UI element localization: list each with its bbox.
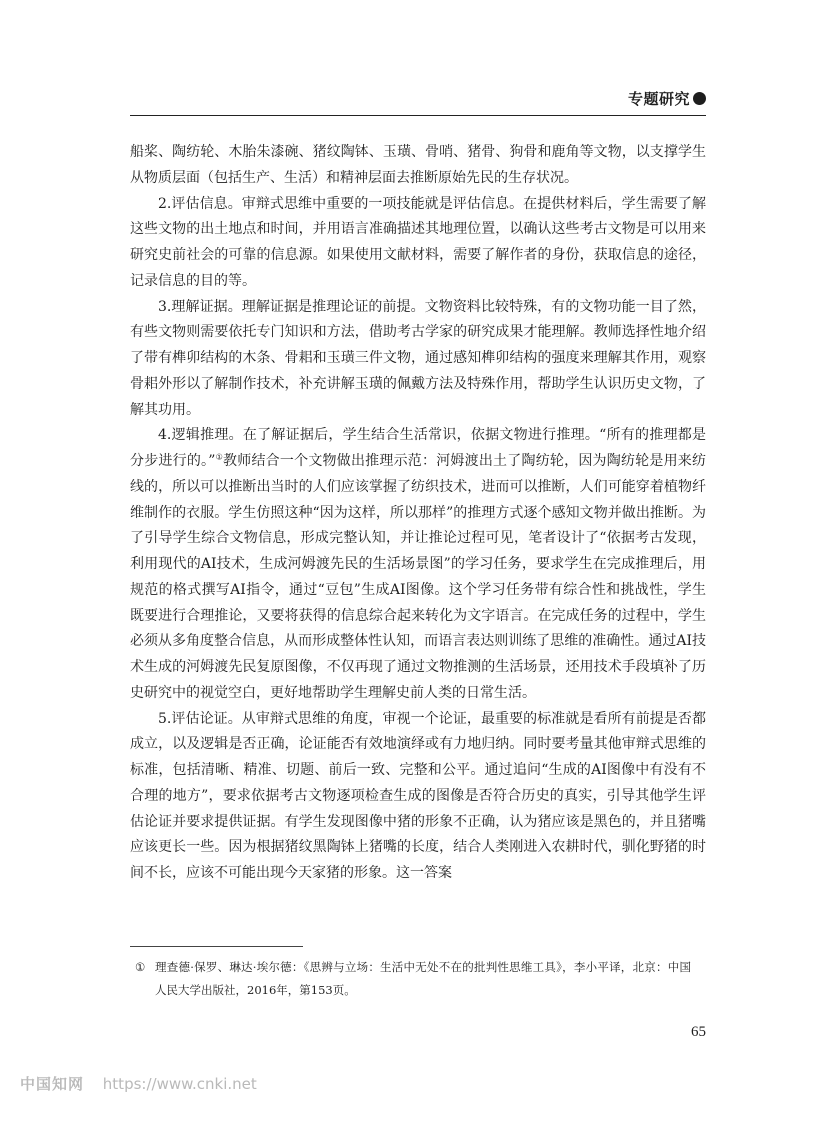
paragraph: 2.评估信息。审辩式思维中重要的一项技能就是评估信息。在提供材料后，学生需要了解这些文物的出土地点和时间，并用语言准确描述其地理位置，以确认这些考古文物是可以用来研究史前社会的可靠的信息源。如果使用文献材料，需要了解作者的身份，获取信息的途径，记录信息的目的等。: [130, 195, 706, 289]
footnote: [135, 956, 691, 1002]
paragraph: 船桨、陶纺轮、木胎朱漆碗、猪纹陶钵、玉璜、骨哨、猪骨、狗骨和鹿角等文物，以支撑学生从物质层面（包括生产、生活）和精神层面去推断原始先民的生存状况。: [130, 144, 706, 186]
page-number: 65: [691, 1024, 706, 1040]
watermark: [20, 1073, 257, 1094]
article-body: [130, 140, 706, 887]
paragraph-text: 教师结合一个文物做出推理示范：河姆渡出土了陶纺轮，因为陶纺轮是用来纺线的，所以可以推断出当时的人们应该掌握了纺织技术，进而可以推断，人们可能穿着植物纤维制作的衣服。学生仿照这种“因为这样，所以那样”的推理方式逐个感知文物并做出推断。为了引导学生综合文物信息，形成完整认知，并让推论过程可见，笔者设计了“依据考古发现，利用现代的AI技术，生成河姆渡先民的生活场景图”的学习任务，要求学生在完成推理后，用规范的格式撰写AI指令，通过“豆包”生成AI图像。这个学习任务带有综合性和挑战性，学生既要进行合理推论，又要将获得的信息综合起来转化为文字语言。在完成任务的过程中，学生必须从多角度整合信息，从而形成整体性认知，而语言表达则训练了思维的准确性。通过AI技术生成的河姆渡先民复原图像，不仅再现了通过文物推测的生活场景，还用技术手段填补了历史研究中的视觉空白，更好地帮助学生理解史前人类的日常生活。: [130, 453, 707, 701]
footnote-text: 理查德·保罗、琳达·埃尔德：《思辨与立场：生活中无处不在的批判性思维工具》，李小平译，北京：中国人民大学出版社，2016年，第153页。: [155, 960, 691, 997]
footnote-reference[interactable]: ①: [215, 452, 224, 462]
paragraph: 5.评估论证。从审辩式思维的角度，审视一个论证，最重要的标准就是看所有前提是否都成立，以及逻辑是否正确，论证能否有效地演绎或有力地归纳。同时要考量其他审辩式思维的标准，包括清晰、精准、切题、前后一致、完整和公平。通过追问“生成的AI图像中有没有不合理的地方”，要求依据考古文物逐项检查生成的图像是否符合历史的真实，引导其他学生评估论证并要求提供证据。有学生发现图像中猪的形象不正确，认为猪应该是黑色的，并且猪嘴应该更长一些。因为根据猪纹黑陶钵上猪嘴的长度，结合人类刚进入农耕时代，驯化野猪的时间不长，应该不可能出现今天家猪的形象。这一答案: [130, 710, 706, 881]
bullet-dot-icon: [693, 92, 706, 105]
watermark-url: https://www.cnki.net: [102, 1075, 257, 1093]
section-title: 专题研究: [627, 90, 690, 108]
footnote-rule: [130, 946, 303, 947]
watermark-name: 中国知网: [20, 1075, 85, 1093]
paragraph: 3.理解证据。理解证据是推理论证的前提。文物资料比较特殊，有的文物功能一目了然，有些文物则需要依托专门知识和方法，借助考古学家的研究成果才能理解。教师选择性地介绍了带有榫卯结构的木条、骨耜和玉璜三件文物，通过感知榫卯结构的强度来理解其作用，观察骨耜外形以了解制作技术，补充讲解玉璜的佩戴方法及特殊作用，帮助学生认识历史文物，了解其功用。: [130, 298, 706, 418]
paragraph: [130, 423, 706, 706]
running-header: [130, 86, 706, 112]
header-rule: [130, 115, 706, 116]
footnote-marker: ①: [135, 960, 146, 974]
paragraph-text: 4.逻辑推理。在了解证据后，学生结合生活常识，依据文物进行推理。“所有的推理都是分步进行的。”: [130, 427, 706, 469]
